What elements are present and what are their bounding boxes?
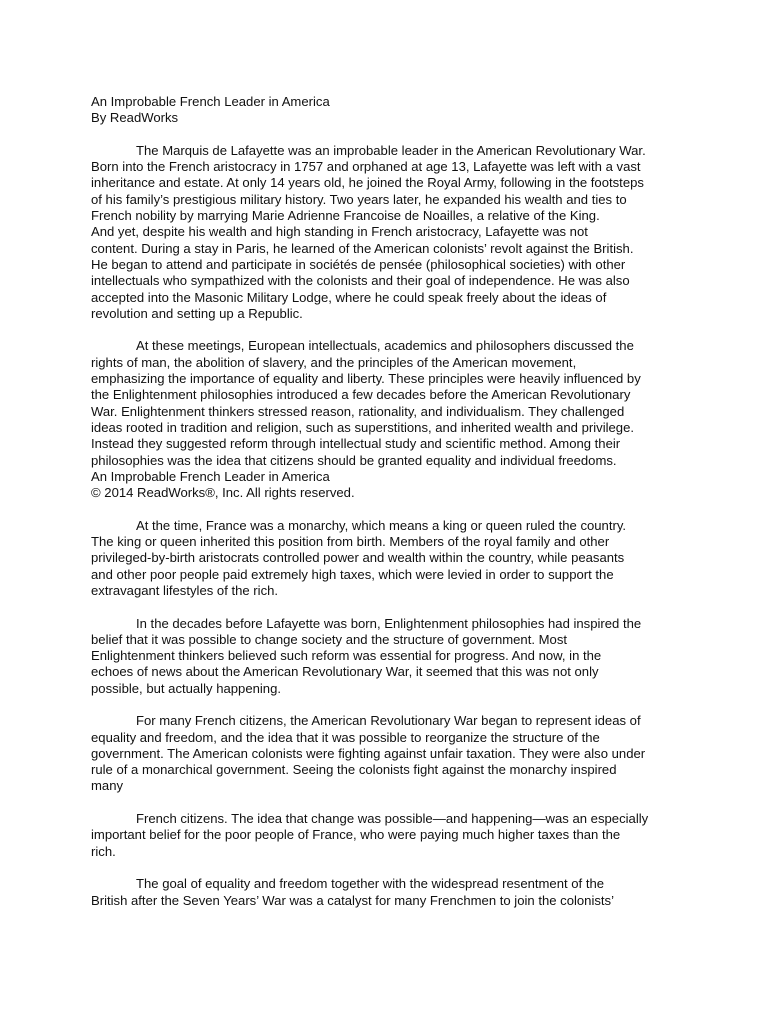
paragraph-1 <box>91 143 691 322</box>
paragraph-line: War. Enlightenment thinkers stressed reason, rationality, and individualism. They challenged <box>91 403 625 419</box>
paragraph-line: privileged-by-birth aristocrats controlled power and wealth within the country, while peasants <box>91 550 625 566</box>
paragraph-line: He began to attend and participate in sociétés de pensée (philosophical societies) with other <box>91 256 626 272</box>
paragraph-line: ideas rooted in tradition and religion, such as superstitions, and inherited wealth and privilege. <box>91 419 634 435</box>
paragraph-5 <box>91 713 691 794</box>
paragraph-line: For many French citizens, the American Revolutionary War began to represent ideas of <box>136 713 641 729</box>
spacer <box>91 599 691 615</box>
paragraph-line: Enlightenment thinkers believed such reform was essential for progress. And now, in the <box>91 648 602 664</box>
paragraph-line: rights of man, the abolition of slavery, and the principles of the American movement, <box>91 354 577 370</box>
paragraph-4 <box>91 616 691 697</box>
paragraph-line: Born into the French aristocracy in 1757 and orphaned at age 13, Lafayette was left with a vast <box>91 159 641 175</box>
paragraph-3 <box>91 518 691 599</box>
paragraph-line: revolution and setting up a Republic. <box>91 305 303 321</box>
spacer <box>91 127 691 143</box>
paragraph-line: In the decades before Lafayette was born, Enlightenment philosophies had inspired the <box>136 615 642 631</box>
paragraph-line: content. During a stay in Paris, he learned of the American colonists’ revolt against the British. <box>91 240 634 256</box>
paragraph-6 <box>91 811 691 860</box>
paragraph-line: British after the Seven Years’ War was a catalyst for many Frenchmen to join the colonists’ <box>91 892 615 908</box>
paragraph-line: belief that it was possible to change society and the structure of government. Most <box>91 631 567 647</box>
paragraph-line: government. The American colonists were fighting against unfair taxation. They were also under <box>91 745 646 761</box>
paragraph-line: The king or queen inherited this position from birth. Members of the royal family and other <box>91 534 610 550</box>
paragraph-line: important belief for the poor people of France, who were paying much higher taxes than the <box>91 827 621 843</box>
paragraph-line: The Marquis de Lafayette was an improbable leader in the American Revolutionary War. <box>136 142 646 158</box>
document-page <box>91 94 691 909</box>
paragraph-line: echoes of news about the American Revolutionary War, it seemed that this was not only <box>91 664 599 680</box>
spacer <box>91 860 691 876</box>
paragraph-line: and other poor people paid extremely high taxes, which were levied in order to support the <box>91 566 614 582</box>
paragraph-line: And yet, despite his wealth and high standing in French aristocracy, Lafayette was not <box>91 224 588 240</box>
document-title: An Improbable French Leader in America <box>91 94 330 109</box>
spacer <box>91 322 691 338</box>
page-footer <box>91 469 691 502</box>
paragraph-line: intellectuals who sympathized with the colonists and their goal of independence. He was also <box>91 273 630 289</box>
paragraph-line: the Enlightenment philosophies introduced a few decades before the American Revolutionary <box>91 387 631 403</box>
paragraph-line: rule of a monarchical government. Seeing the colonists fight against the monarchy inspired <box>91 762 617 778</box>
paragraph-line: At the time, France was a monarchy, which means a king or queen ruled the country. <box>136 517 627 533</box>
paragraph-line: extravagant lifestyles of the rich. <box>91 582 279 598</box>
spacer <box>91 795 691 811</box>
footer-title: An Improbable French Leader in America <box>91 468 330 484</box>
document-byline: By ReadWorks <box>91 110 179 126</box>
paragraph-line: At these meetings, European intellectuals, academics and philosophers discussed the <box>136 338 634 354</box>
paragraph-line: of his family’s prestigious military history. Two years later, he expanded his wealth and ties to <box>91 191 627 207</box>
paragraph-line: rich. <box>91 843 116 859</box>
paragraph-line: philosophies was the idea that citizens should be granted equality and individual freedoms. <box>91 452 617 468</box>
paragraph-line: many <box>91 778 124 794</box>
spacer <box>91 697 691 713</box>
paragraph-line: inheritance and estate. At only 14 years old, he joined the Royal Army, following in the footsteps <box>91 175 644 191</box>
paragraph-line: French citizens. The idea that change was possible—and happening—was an especially <box>136 811 649 827</box>
paragraph-line: accepted into the Masonic Military Lodge, where he could speak freely about the ideas of <box>91 289 607 305</box>
footer-copyright: © 2014 ReadWorks®, Inc. All rights reserved. <box>91 485 355 501</box>
paragraph-line: emphasizing the importance of equality and liberty. These principles were heavily influenced by <box>91 371 641 387</box>
paragraph-line: French nobility by marrying Marie Adrienne Francoise de Noailles, a relative of the King. <box>91 208 600 224</box>
paragraph-line: Instead they suggested reform through intellectual study and scientific method. Among their <box>91 436 621 452</box>
paragraph-7 <box>91 876 691 909</box>
spacer <box>91 501 691 517</box>
paragraph-line: equality and freedom, and the idea that it was possible to reorganize the structure of the <box>91 729 600 745</box>
paragraph-line: possible, but actually happening. <box>91 680 281 696</box>
paragraph-line: The goal of equality and freedom together with the widespread resentment of the <box>136 876 605 892</box>
paragraph-2 <box>91 338 691 468</box>
